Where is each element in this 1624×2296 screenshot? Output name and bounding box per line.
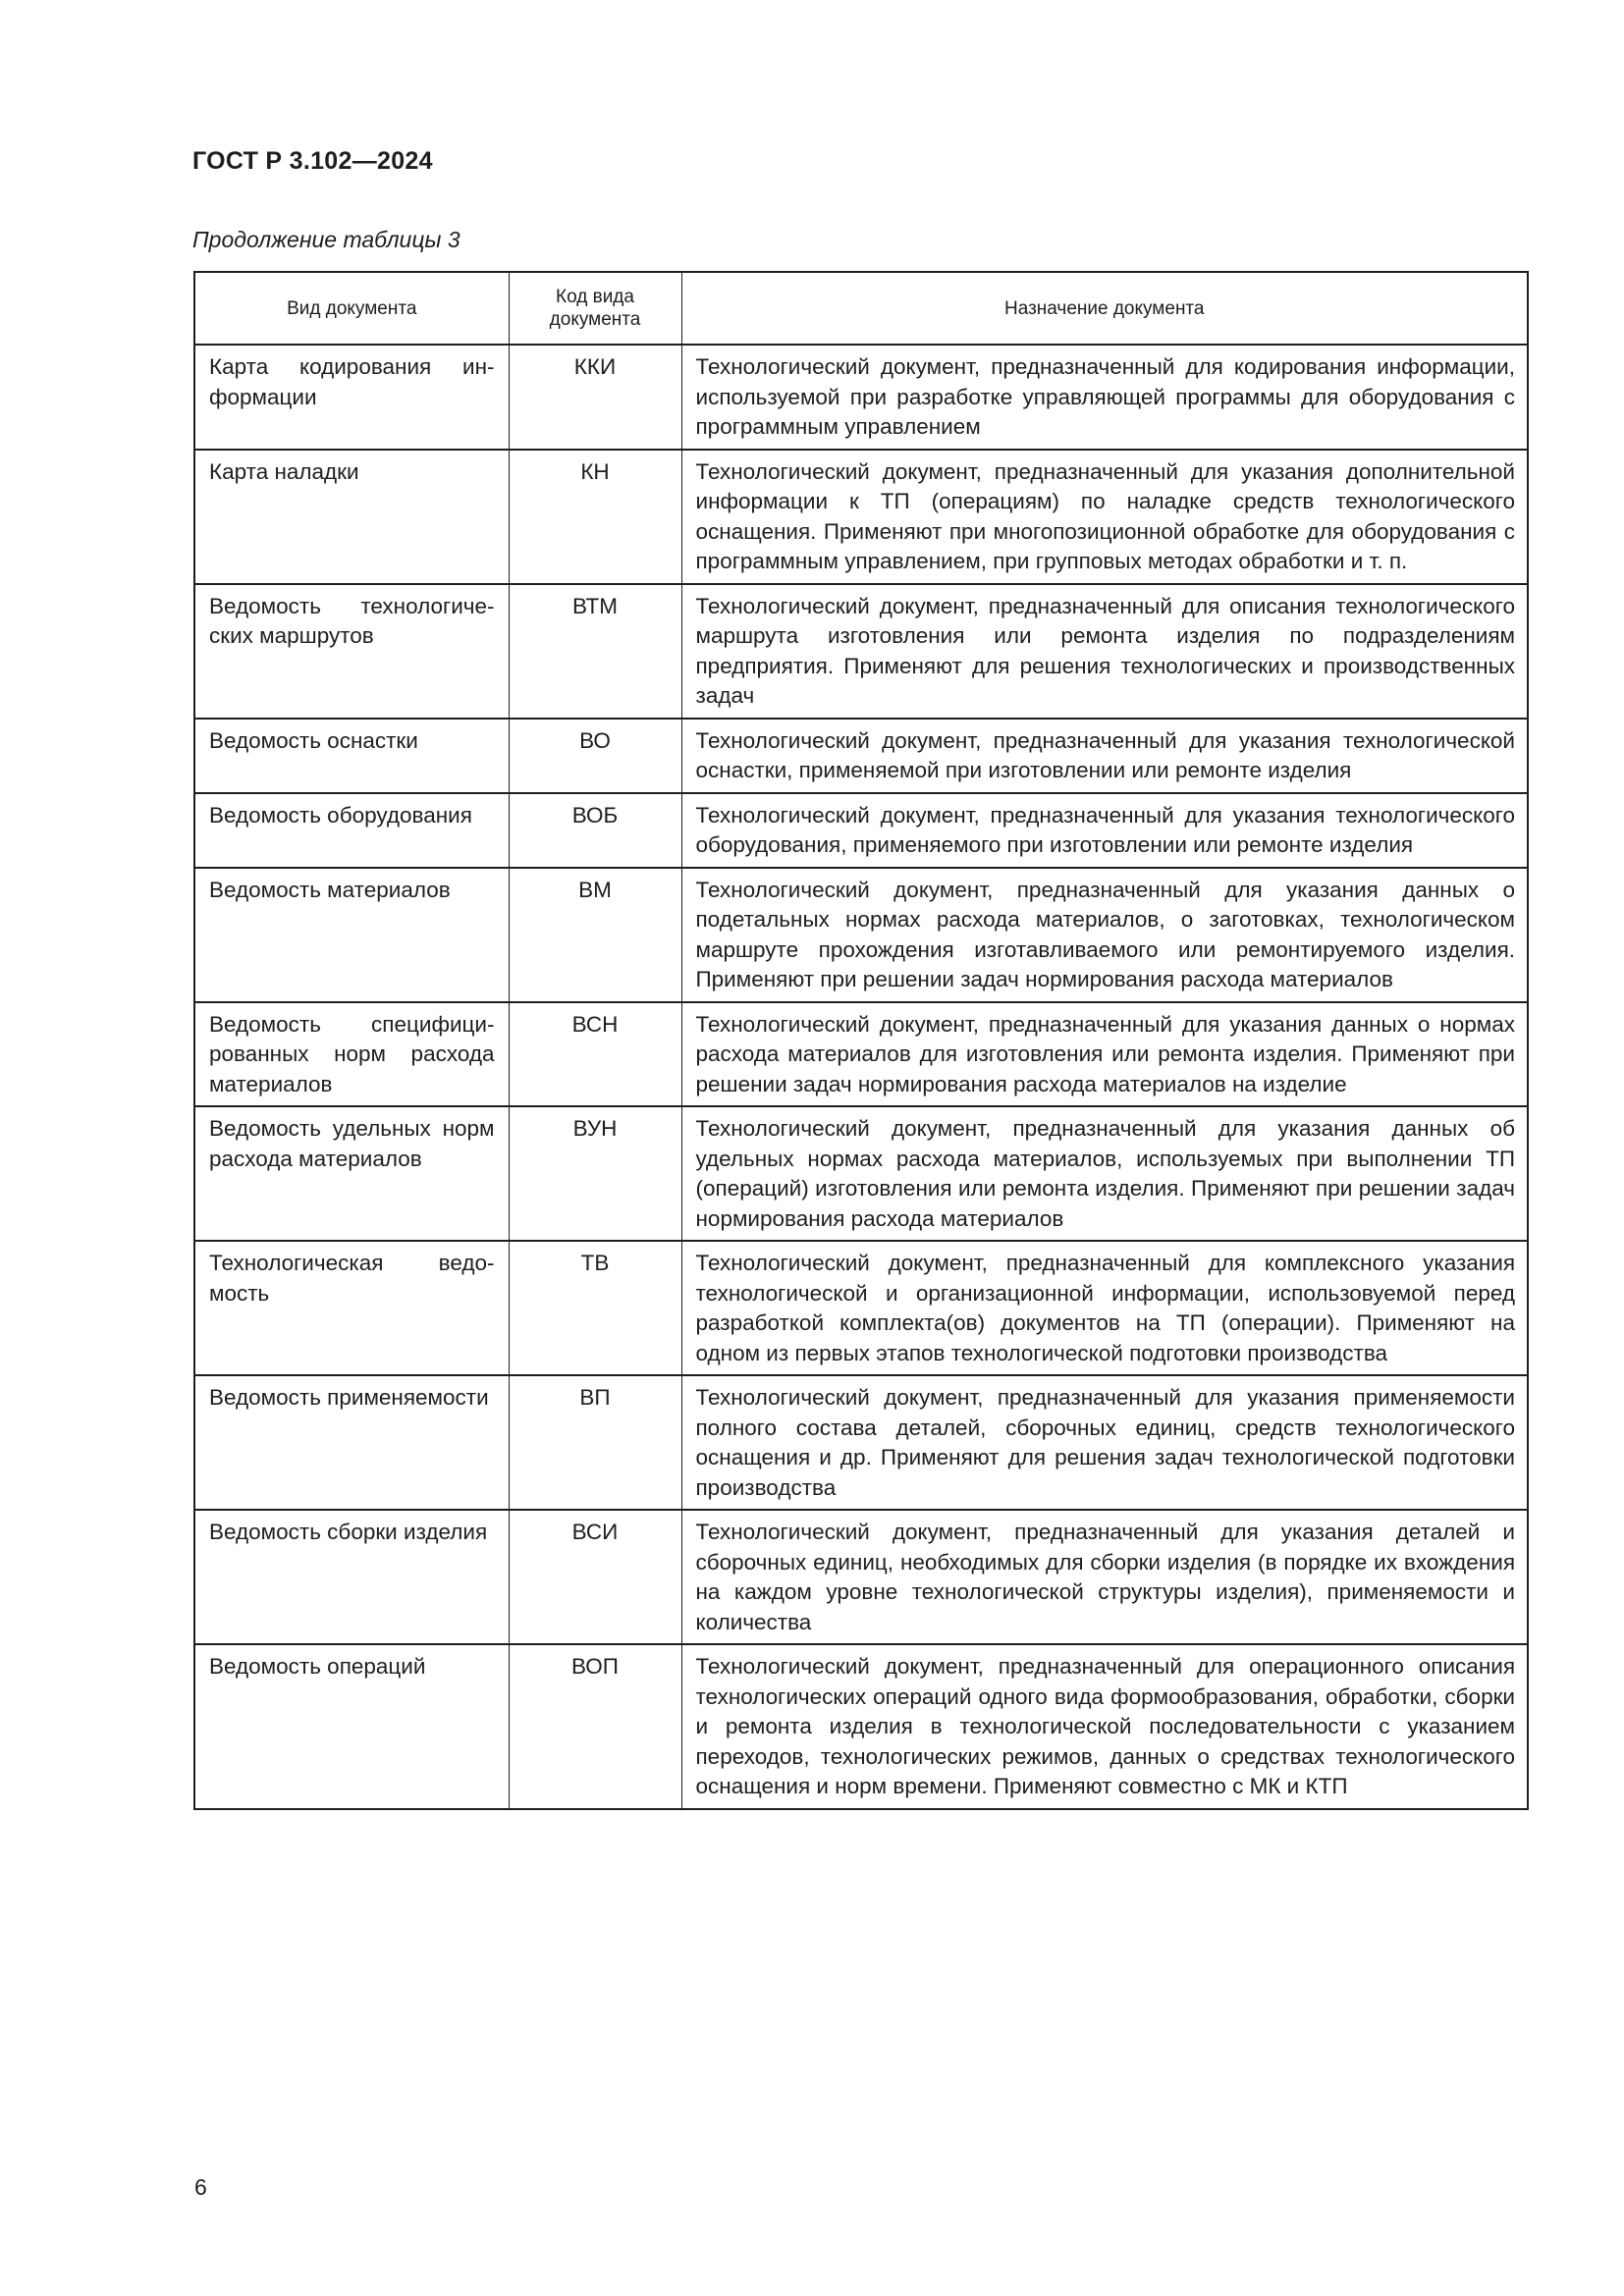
- table-row: [194, 345, 1528, 450]
- document-purpose-cell: Технологический документ, предназначенный для указания дополнительной информации к ТП (операциям) по наладке средств технологического оснащения. Применяют при многопозиционной обработке для оборудования с программным управлением, при групповых методах обработки и т. п.: [681, 450, 1528, 584]
- document-code-cell: ВО: [509, 719, 681, 793]
- table-row: [194, 868, 1528, 1002]
- document-purpose-cell: Технологический документ, предназначенный для указания данных о подетальных нормах расхода материалов, о заготовках, технологическом маршруте прохождения изготавливаемого или ремонтируемого изделия. Применяют при решении задач нормирования расхода материалов: [681, 868, 1528, 1002]
- document-purpose-cell: Технологический документ, предназначенный для указания данных о нормах расхода материалов для изготовления или ремонта изделия. Применяют при решении задач нормирования расхода материалов на изделие: [681, 1002, 1528, 1107]
- document-type-cell: Карта наладки: [194, 450, 509, 584]
- document-types-table: [193, 271, 1529, 1810]
- document-purpose-cell: Технологический документ, предназначенный для кодирования информации, используемой при разработке управляющей программы для оборудования с программным управлением: [681, 345, 1528, 450]
- document-purpose-cell: Технологический документ, предназначенный для описания технологического маршрута изготовления или ремонта изделия по подразделениям предприятия. Применяют для решения технологических и производственных задач: [681, 584, 1528, 719]
- document-code-cell: ВОБ: [509, 793, 681, 868]
- document-code-cell: ВСН: [509, 1002, 681, 1107]
- document-code-cell: ВТМ: [509, 584, 681, 719]
- page-number: 6: [194, 2174, 207, 2200]
- table-row: [194, 1241, 1528, 1375]
- document-code-cell: ККИ: [509, 345, 681, 450]
- document-code-cell: КН: [509, 450, 681, 584]
- document-purpose-cell: Технологический документ, предназначенный для указания применяемости полного состава деталей, сборочных единиц, средств технологического оснащения и др. Применяют для решения задач технологической подготовки производства: [681, 1375, 1528, 1510]
- document-purpose-cell: Технологический документ, предназначенный для операционного описания технологических операций одного вида формообразования, обработки, сборки и ремонта изделия в технологической последовательности с указанием переходов, технологических режимов, данных о средствах технологического оснащения и норм времени. Применяют совместно с МК и КТП: [681, 1644, 1528, 1809]
- table-row: [194, 1106, 1528, 1241]
- document-code-cell: ВМ: [509, 868, 681, 1002]
- table-caption: Продолжение таблицы 3: [192, 227, 460, 252]
- table-row: [194, 450, 1528, 584]
- document-code-cell: ВП: [509, 1375, 681, 1510]
- document-code-cell: ТВ: [509, 1241, 681, 1375]
- table-row: [194, 1644, 1528, 1809]
- document-type-cell: Ведомость технологических маршрутов: [194, 584, 509, 719]
- document-type-cell: Ведомость применяемости: [194, 1375, 509, 1510]
- table-header-row: [194, 272, 1528, 345]
- document-type-cell: Ведомость материалов: [194, 868, 509, 1002]
- table-row: [194, 584, 1528, 719]
- document-header: ГОСТ Р 3.102—2024: [192, 147, 433, 175]
- table-row: [194, 1002, 1528, 1107]
- column-header-purpose: Назначение документа: [681, 272, 1528, 345]
- column-header-type: Вид документа: [194, 272, 509, 345]
- table-row: [194, 1510, 1528, 1644]
- table-row: [194, 793, 1528, 868]
- column-header-code: Код вида документа: [509, 272, 681, 345]
- document-type-cell: Ведомость удельных норм расхода материалов: [194, 1106, 509, 1241]
- document-code-cell: ВСИ: [509, 1510, 681, 1644]
- document-purpose-cell: Технологический документ, предназначенный для комплексного указания технологической и организационной информации, использовуемой перед разработкой комплекта(ов) документов на ТП (операции). Применяют на одном из первых этапов технологической подготовки производства: [681, 1241, 1528, 1375]
- table-row: [194, 719, 1528, 793]
- document-type-cell: Карта кодирования информации: [194, 345, 509, 450]
- document-purpose-cell: Технологический документ, предназначенный для указания технологической оснастки, применяемой при изготовлении или ремонте изделия: [681, 719, 1528, 793]
- document-code-cell: ВОП: [509, 1644, 681, 1809]
- table-row: [194, 1375, 1528, 1510]
- document-type-cell: Ведомость операций: [194, 1644, 509, 1809]
- document-type-cell: Ведомость сборки изделия: [194, 1510, 509, 1644]
- document-type-cell: Ведомость специфицированных норм расхода материалов: [194, 1002, 509, 1107]
- document-purpose-cell: Технологический документ, предназначенный для указания технологического оборудования, применяемого при изготовлении или ремонте изделия: [681, 793, 1528, 868]
- document-purpose-cell: Технологический документ, предназначенный для указания деталей и сборочных единиц, необходимых для сборки изделия (в порядке их вхождения на каждом уровне технологической структуры изделия), применяемости и количества: [681, 1510, 1528, 1644]
- document-code-cell: ВУН: [509, 1106, 681, 1241]
- document-purpose-cell: Технологический документ, предназначенный для указания данных об удельных нормах расхода материалов, используемых при выполнении ТП (операций) изготовления или ремонта изделия. Применяют при решении задач нормирования расхода материалов: [681, 1106, 1528, 1241]
- document-type-cell: Технологическая ведомость: [194, 1241, 509, 1375]
- document-type-cell: Ведомость оборудования: [194, 793, 509, 868]
- document-type-cell: Ведомость оснастки: [194, 719, 509, 793]
